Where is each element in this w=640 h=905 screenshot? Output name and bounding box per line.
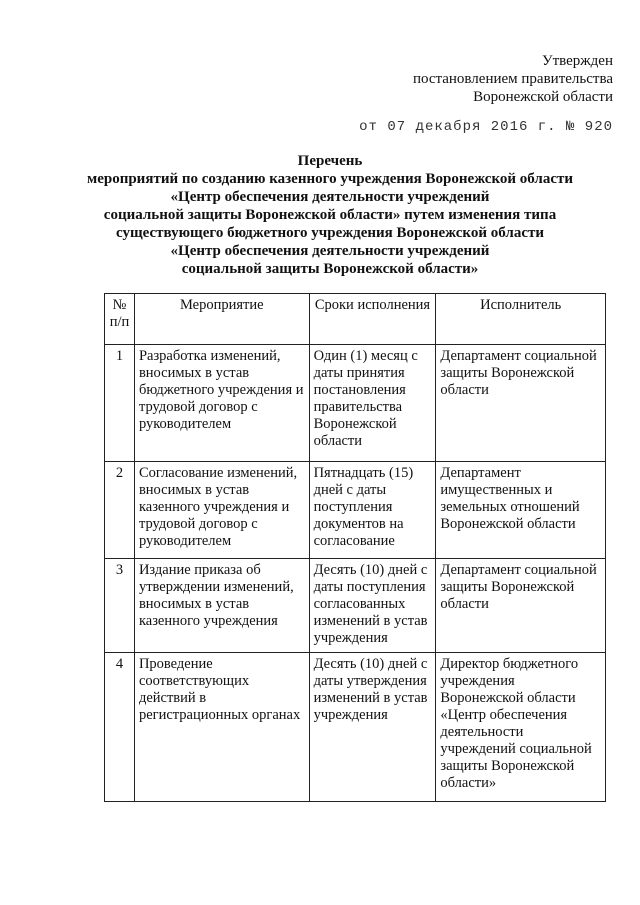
row-number: 3 xyxy=(105,559,135,653)
row-action: Издание приказа об утверждении изменений, вносимых в устав казенного учреждения xyxy=(134,559,309,653)
title-line: «Центр обеспечения деятельности учреждений xyxy=(170,243,490,259)
row-action: Проведение соответствующих действий в регистрационных органах xyxy=(134,653,309,802)
table-header-row xyxy=(105,294,606,345)
title-line: мероприятий по созданию казенного учреждения Воронежской области xyxy=(86,171,574,187)
row-executor: Департамент социальной защиты Воронежской области xyxy=(436,559,606,653)
row-number: 1 xyxy=(105,345,135,462)
approval-date-stamp: от 07 декабря 2016 г. № 920 xyxy=(359,119,613,135)
title-line: социальной защиты Воронежской области» xyxy=(181,261,479,277)
title-line: социальной защиты Воронежской области» путем изменения типа xyxy=(103,207,557,223)
row-number: 2 xyxy=(105,462,135,559)
table-row xyxy=(105,345,606,462)
row-action: Разработка изменений, вносимых в устав бюджетного учреждения и трудовой договор с руководителем xyxy=(134,345,309,462)
row-number: 4 xyxy=(105,653,135,802)
approval-line-region: Воронежской области xyxy=(473,89,613,105)
table-row xyxy=(105,653,606,802)
document-title xyxy=(80,152,580,278)
header-number: № п/п xyxy=(105,294,135,345)
row-action: Согласование изменений, вносимых в устав казенного учреждения и трудовой договор с руководителем xyxy=(134,462,309,559)
row-term: Один (1) месяц с даты принятия постановления правительства Воронежской области xyxy=(309,345,436,462)
row-term: Десять (10) дней с даты утверждения изменений в устав учреждения xyxy=(309,653,436,802)
title-line: существующего бюджетного учреждения Воронежской области xyxy=(116,225,544,241)
table-row xyxy=(105,559,606,653)
title-line: «Центр обеспечения деятельности учреждений xyxy=(170,189,490,205)
row-executor: Департамент имущественных и земельных отношений Воронежской области xyxy=(436,462,606,559)
header-term: Сроки исполнения xyxy=(309,294,436,345)
table-row xyxy=(105,462,606,559)
measures-table xyxy=(104,293,606,802)
approval-line-resolution: постановлением правительства xyxy=(412,71,613,87)
row-term: Пятнадцать (15) дней с даты поступления документов на согласование xyxy=(309,462,436,559)
row-term: Десять (10) дней с даты поступления согласованных изменений в устав учреждения xyxy=(309,559,436,653)
row-executor: Департамент социальной защиты Воронежской области xyxy=(436,345,606,462)
approval-block xyxy=(359,52,613,136)
row-executor: Директор бюджетного учреждения Воронежской области «Центр обеспечения деятельности учреждений социальной защиты Воронежской области» xyxy=(436,653,606,802)
title-line: Перечень xyxy=(297,153,363,169)
header-executor: Исполнитель xyxy=(436,294,606,345)
approval-line-approved: Утвержден xyxy=(541,53,613,69)
header-action: Мероприятие xyxy=(134,294,309,345)
